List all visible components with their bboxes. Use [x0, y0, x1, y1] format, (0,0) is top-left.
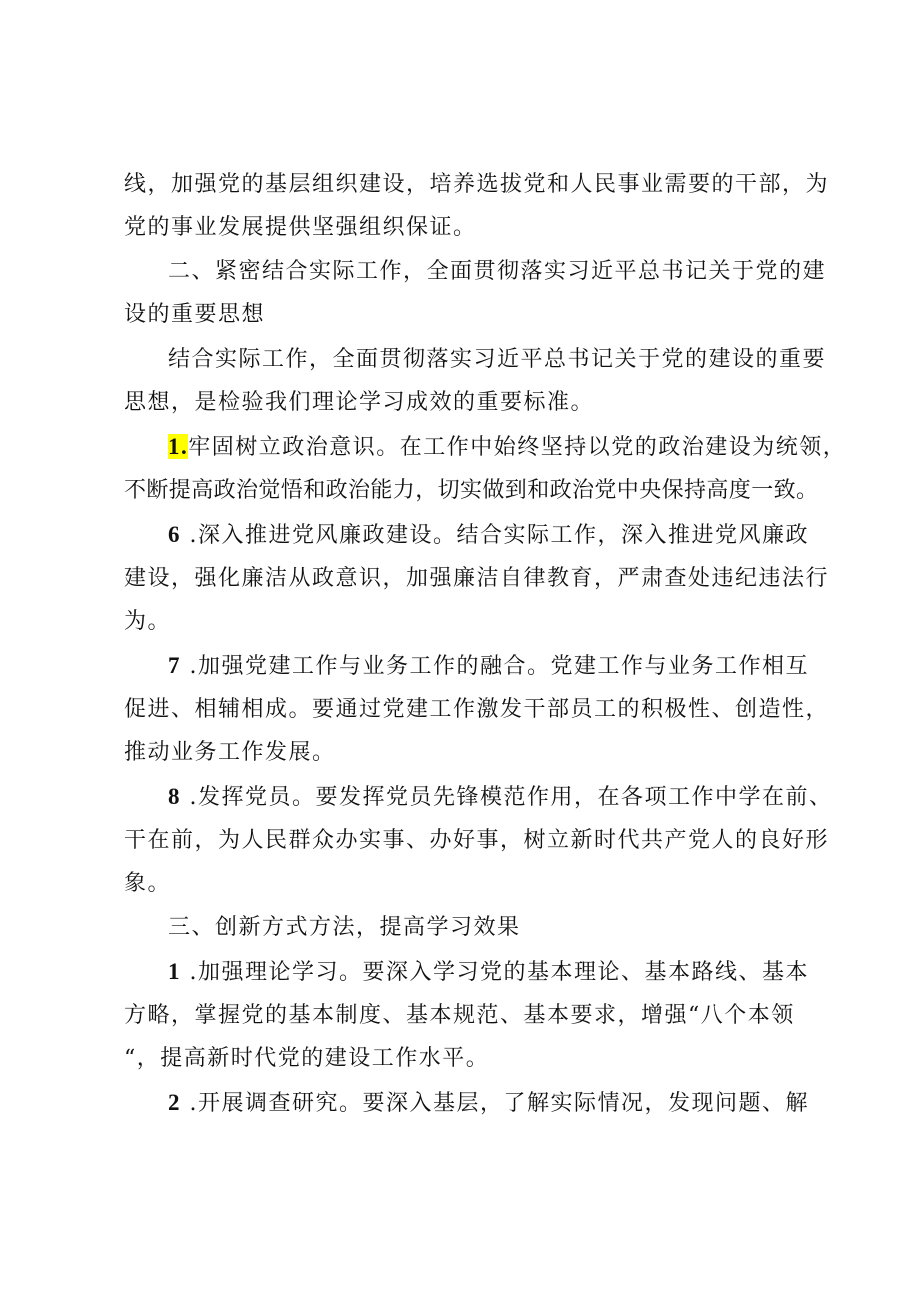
text-line: [124, 1001, 814, 1031]
text: 干在前，为人民群众办实事、办好事，树立新时代共产党人的良好形: [124, 828, 830, 853]
text-line: [124, 1044, 814, 1074]
section-heading: [168, 913, 814, 943]
text-line: [124, 826, 830, 856]
text: “，提高新时代党的建设工作水平。: [124, 1046, 490, 1071]
text: 象。: [124, 871, 172, 896]
text: 三、创新方式方法，提高学习效果: [168, 915, 521, 940]
text: .发挥党员。要发挥党员先锋模范作用，在各项工作中学在前、: [189, 785, 833, 810]
item-number: 6: [168, 522, 181, 547]
text: 党的事业发展提供坚强组织保证。: [124, 215, 477, 240]
text: .加强理论学习。要深入学习党的基本理论、基本路线、基本: [189, 960, 809, 985]
text: 为。: [124, 609, 172, 634]
item-number-highlighted: 1.: [168, 434, 189, 459]
list-item: [168, 782, 833, 813]
text: 设的重要思想: [124, 302, 266, 327]
item-number: 8: [168, 784, 181, 809]
item-number: 7: [168, 653, 181, 678]
text-line: [124, 170, 830, 200]
text: 结合实际工作，全面贯彻落实习近平总书记关于党的建设的重要: [168, 347, 827, 372]
text-line: [124, 213, 814, 243]
text-line: [124, 869, 814, 899]
item-number: 2: [168, 1090, 181, 1115]
text-line: [124, 738, 814, 768]
text: 建设，强化廉洁从政意识，加强廉洁自律教育，严肃查处违纪违法行: [124, 566, 830, 591]
text-line: [124, 476, 819, 506]
text: 牢固树立政治意识。在工作中始终坚持以党的政治建设为统领，: [188, 435, 847, 460]
text: 推动业务工作发展。: [124, 740, 336, 765]
text: 方略，掌握党的基本制度、基本规范、基本要求，增强“八个本领: [124, 1003, 795, 1028]
text: 思想，是检验我们理论学习成效的重要标准。: [124, 390, 595, 415]
section-heading-cont: [124, 300, 814, 330]
text-line: [124, 607, 814, 637]
list-item: [168, 432, 847, 463]
text: 线，加强党的基层组织建设，培养选拔党和人民事业需要的干部，为: [124, 172, 830, 197]
item-number: 1: [168, 959, 181, 984]
text-line: [124, 695, 830, 725]
text-line: [124, 388, 814, 418]
list-item: [168, 651, 814, 682]
list-item: [168, 957, 814, 988]
list-item: [168, 1088, 814, 1119]
text: .深入推进党风廉政建设。结合实际工作，深入推进党风廉政: [189, 523, 809, 548]
text: .加强党建工作与业务工作的融合。党建工作与业务工作相互: [189, 654, 809, 679]
section-heading: [168, 257, 827, 287]
text: 不断提高政治觉悟和政治能力，切实做到和政治党中央保持高度一致。: [124, 478, 819, 503]
text: .开展调查研究。要深入基层，了解实际情况，发现问题、解: [189, 1091, 809, 1116]
list-item: [168, 520, 814, 551]
text: 促进、相辅相成。要通过党建工作激发干部员工的积极性、创造性，: [124, 697, 830, 722]
text-line: [168, 345, 827, 375]
text: 二、紧密结合实际工作，全面贯彻落实习近平总书记关于党的建: [168, 259, 827, 284]
text-line: [124, 564, 830, 594]
